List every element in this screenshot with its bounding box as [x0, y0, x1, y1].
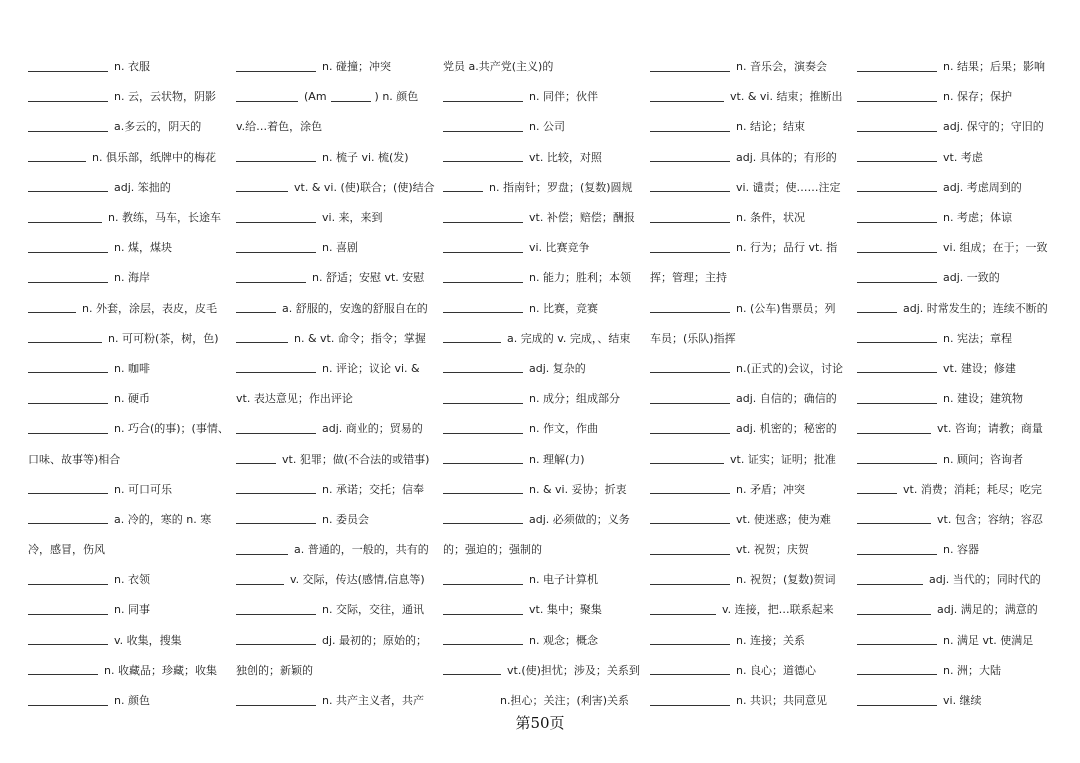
- answer-blank[interactable]: [443, 312, 523, 313]
- vocab-item: adj. 考虑周到的: [857, 173, 1057, 203]
- vocab-item: (Am ) n. 颜色: [236, 82, 436, 112]
- answer-blank[interactable]: [28, 674, 98, 675]
- vocab-item: n. 保存；保护: [857, 82, 1057, 112]
- answer-blank[interactable]: [650, 222, 730, 223]
- answer-blank[interactable]: [443, 644, 523, 645]
- answer-blank[interactable]: [650, 523, 730, 524]
- vocab-item: n. 容器: [857, 535, 1057, 565]
- vocab-item: vt. 消费；消耗；耗尽；吃完: [857, 475, 1057, 505]
- vocab-item: adj. 满足的；满意的: [857, 595, 1057, 625]
- vocab-item: n.(正式的)会议，讨论: [650, 354, 850, 384]
- vocab-column-3: [443, 52, 643, 716]
- vocab-item: n. 结果；后果；影响: [857, 52, 1057, 82]
- vocab-column-2: [236, 52, 436, 716]
- answer-blank[interactable]: [28, 191, 108, 192]
- vocab-item: n. 理解(力): [443, 444, 643, 474]
- vocab-item: n. 云，云状物，阴影: [28, 82, 228, 112]
- answer-blank[interactable]: [650, 403, 730, 404]
- vocab-item-continuation: 党员 a.共产党(主义)的: [443, 60, 554, 74]
- vocab-item-continuation: 独创的；新颖的: [236, 663, 313, 677]
- answer-blank[interactable]: [650, 71, 730, 72]
- vocab-item: n. 音乐会，演奏会: [650, 52, 850, 82]
- vocab-item: n. 良心；道德心: [650, 656, 850, 686]
- vocab-item: n. 承诺；交托；信奉: [236, 475, 436, 505]
- answer-blank[interactable]: [236, 222, 316, 223]
- vocab-item: n. 矛盾；冲突: [650, 475, 850, 505]
- answer-blank[interactable]: [857, 403, 937, 404]
- answer-blank[interactable]: [443, 403, 523, 404]
- vocab-item: adj. 保守的；守旧的: [857, 112, 1057, 142]
- answer-blank[interactable]: [443, 191, 483, 192]
- answer-blank[interactable]: [28, 433, 108, 434]
- vocab-item: vt.(使)担忧；涉及；关系到: [443, 656, 643, 686]
- vocab-item: vt. 补偿；赔偿；酬报: [443, 203, 643, 233]
- answer-blank[interactable]: [857, 554, 937, 555]
- am-spelling-blank[interactable]: [331, 101, 371, 102]
- vocab-column-5: [857, 52, 1057, 716]
- vocab-item: n. 可可粉(茶，树，色): [28, 324, 228, 354]
- vocab-item: vt. 祝贺；庆贺: [650, 535, 850, 565]
- answer-blank[interactable]: [236, 191, 288, 192]
- vocab-item: n. 洲；大陆: [857, 656, 1057, 686]
- vocab-item: adj. 复杂的: [443, 354, 643, 384]
- answer-blank[interactable]: [236, 705, 316, 706]
- answer-blank[interactable]: [28, 614, 108, 615]
- vocab-item: n. 考虑；体谅: [857, 203, 1057, 233]
- vocab-item: vt. 包含；容纳；容忍: [857, 505, 1057, 535]
- answer-blank[interactable]: [443, 433, 523, 434]
- answer-blank[interactable]: [443, 342, 501, 343]
- answer-blank[interactable]: [443, 252, 523, 253]
- vocab-item: n. 可口可乐: [28, 475, 228, 505]
- answer-blank[interactable]: [236, 523, 316, 524]
- vocab-item: vi. 继续: [857, 686, 1057, 716]
- answer-blank[interactable]: [28, 644, 108, 645]
- vocab-item-continuation: vt. 表达意见；作出评论: [236, 392, 353, 406]
- answer-blank[interactable]: [236, 252, 316, 253]
- vocab-item: adj. 必须做的；义务: [443, 505, 643, 535]
- answer-blank[interactable]: [28, 161, 86, 162]
- answer-blank[interactable]: [28, 372, 108, 373]
- vocab-item: n. 喜剧: [236, 233, 436, 263]
- answer-blank[interactable]: [650, 493, 730, 494]
- vocab-item: vi. 组成；在于；一致: [857, 233, 1057, 263]
- answer-blank[interactable]: [28, 403, 108, 404]
- vocab-item: n. 外套，涂层，表皮，皮毛: [28, 294, 228, 324]
- vocab-item: n. 行为；品行 vt. 指: [650, 233, 850, 263]
- vocab-item: n. 条件，状况: [650, 203, 850, 233]
- vocab-item: vt. & vi. 结束；推断出: [650, 82, 850, 112]
- answer-blank[interactable]: [28, 523, 108, 524]
- answer-blank[interactable]: [857, 523, 931, 524]
- answer-blank[interactable]: [443, 282, 523, 283]
- page-number: 第50页: [515, 714, 565, 732]
- vocab-item: n. 满足 vt. 使满足: [857, 626, 1057, 656]
- answer-blank[interactable]: [650, 252, 730, 253]
- vocab-item: vi. 谴责；使……注定: [650, 173, 850, 203]
- answer-blank[interactable]: [28, 131, 108, 132]
- answer-blank[interactable]: [857, 312, 897, 313]
- vocab-item: n. 煤，煤块: [28, 233, 228, 263]
- answer-blank[interactable]: [236, 312, 276, 313]
- vocab-item: v. 连接，把…联系起来: [650, 595, 850, 625]
- vocab-item: n. 电子计算机: [443, 565, 643, 595]
- vocab-item: n. 巧合(的事)；(事情、: [28, 414, 228, 444]
- vocab-item: n. 共识；共同意见: [650, 686, 850, 716]
- vocab-item: adj. 一致的: [857, 263, 1057, 293]
- vocab-item: adj. 商业的；贸易的: [236, 414, 436, 444]
- vocab-item: n. 观念；概念: [443, 626, 643, 656]
- vocab-item: n. 共产主义者，共产: [236, 686, 436, 716]
- vocab-item: adj. 自信的；确信的: [650, 384, 850, 414]
- answer-blank[interactable]: [857, 644, 937, 645]
- vocab-item: vt. & vi. (使)联合；(使)结合: [236, 173, 436, 203]
- answer-blank[interactable]: [236, 282, 306, 283]
- answer-blank[interactable]: [28, 342, 102, 343]
- answer-blank[interactable]: [650, 312, 730, 313]
- answer-blank[interactable]: [857, 705, 937, 706]
- vocab-item: v. 收集，搜集: [28, 626, 228, 656]
- answer-blank[interactable]: [650, 101, 724, 102]
- answer-blank[interactable]: [28, 71, 108, 72]
- answer-blank[interactable]: [443, 493, 523, 494]
- vocab-item: n. 委员会: [236, 505, 436, 535]
- answer-blank[interactable]: [443, 372, 523, 373]
- answer-blank[interactable]: [28, 252, 108, 253]
- answer-blank[interactable]: [650, 554, 730, 555]
- vocab-item: vt. 犯罪；做(不合法的或错事): [236, 444, 436, 474]
- vocab-item: n. 能力；胜利；本领: [443, 263, 643, 293]
- vocab-item: vt. 比较，对照: [443, 143, 643, 173]
- answer-blank[interactable]: [236, 101, 298, 102]
- vocab-item: n. 交际，交往，通讯: [236, 595, 436, 625]
- vocab-item-continuation: n.担心；关注；(利害)关系: [500, 694, 630, 708]
- vocab-item: adj. 机密的；秘密的: [650, 414, 850, 444]
- vocab-item: n. 成分；组成部分: [443, 384, 643, 414]
- vocab-item: vt. 咨询；请教；商量: [857, 414, 1057, 444]
- vocab-item: a. 普通的，一般的，共有的: [236, 535, 436, 565]
- answer-blank[interactable]: [857, 433, 931, 434]
- answer-blank[interactable]: [857, 372, 937, 373]
- vocab-item: n. 颜色: [28, 686, 228, 716]
- vocab-item: n. 指南针；罗盘；(复数)圆规: [443, 173, 643, 203]
- vocab-item: a. 冷的，寒的 n. 寒: [28, 505, 228, 535]
- vocab-item: a.多云的，阴天的: [28, 112, 228, 142]
- vocab-item: adj. 当代的；同时代的: [857, 565, 1057, 595]
- vocab-item: vt. 证实；证明；批准: [650, 444, 850, 474]
- vocab-item: vi. 比赛竞争: [443, 233, 643, 263]
- answer-blank[interactable]: [236, 584, 284, 585]
- vocab-column-4: [650, 52, 850, 716]
- answer-blank[interactable]: [28, 101, 108, 102]
- answer-blank[interactable]: [236, 644, 316, 645]
- vocab-item: n. 海岸: [28, 263, 228, 293]
- vocab-item: vt. 使迷惑；使为难: [650, 505, 850, 535]
- answer-blank[interactable]: [236, 372, 316, 373]
- answer-blank[interactable]: [443, 523, 523, 524]
- answer-blank[interactable]: [650, 674, 730, 675]
- answer-blank[interactable]: [857, 584, 923, 585]
- vocab-column-1: [28, 52, 228, 716]
- answer-blank[interactable]: [236, 463, 276, 464]
- answer-blank[interactable]: [650, 433, 730, 434]
- vocab-item: adj. 时常发生的；连续不断的: [857, 294, 1057, 324]
- vocab-item: n. 祝贺；(复数)贺词: [650, 565, 850, 595]
- answer-blank[interactable]: [236, 71, 316, 72]
- answer-blank[interactable]: [857, 161, 937, 162]
- answer-blank[interactable]: [650, 644, 730, 645]
- vocab-item: v. 交际，传达(感情,信息等): [236, 565, 436, 595]
- answer-blank[interactable]: [443, 584, 523, 585]
- answer-blank[interactable]: [650, 463, 724, 464]
- vocab-item: dj. 最初的；原始的；: [236, 626, 436, 656]
- vocab-item: n. 作文，作曲: [443, 414, 643, 444]
- answer-blank[interactable]: [236, 342, 288, 343]
- answer-blank[interactable]: [443, 674, 501, 675]
- answer-blank[interactable]: [443, 463, 523, 464]
- vocab-item-continuation: v.给…着色，涂色: [236, 120, 323, 134]
- answer-blank[interactable]: [857, 282, 937, 283]
- answer-blank[interactable]: [650, 614, 716, 615]
- vocab-item: n. & vi. 妥协；折衷: [443, 475, 643, 505]
- vocab-item: n. 教练，马车，长途车: [28, 203, 228, 233]
- vocab-item: n. 碰撞；冲突: [236, 52, 436, 82]
- answer-blank[interactable]: [650, 161, 730, 162]
- answer-blank[interactable]: [443, 131, 523, 132]
- vocab-item: n. 舒适；安慰 vt. 安慰: [236, 263, 436, 293]
- vocab-item: n. 衣领: [28, 565, 228, 595]
- vocab-item: n. 俱乐部，纸牌中的梅花: [28, 143, 228, 173]
- answer-blank[interactable]: [857, 191, 937, 192]
- vocab-item: n. 同事: [28, 595, 228, 625]
- vocab-item: n. 收藏品；珍藏；收集: [28, 656, 228, 686]
- answer-blank[interactable]: [28, 705, 108, 706]
- vocab-item: a. 完成的 v. 完成，、结束: [443, 324, 643, 354]
- vocab-item-continuation: 车员；(乐队)指挥: [650, 331, 736, 345]
- answer-blank[interactable]: [857, 614, 931, 615]
- answer-blank[interactable]: [28, 493, 108, 494]
- answer-blank[interactable]: [857, 252, 937, 253]
- answer-blank[interactable]: [857, 71, 937, 72]
- answer-blank[interactable]: [650, 191, 730, 192]
- answer-blank[interactable]: [28, 282, 108, 283]
- vocab-item: n. 结论；结束: [650, 112, 850, 142]
- answer-blank[interactable]: [236, 161, 316, 162]
- answer-blank[interactable]: [857, 101, 937, 102]
- answer-blank[interactable]: [443, 161, 523, 162]
- vocab-item: adj. 具体的；有形的: [650, 143, 850, 173]
- answer-blank[interactable]: [28, 584, 108, 585]
- answer-blank[interactable]: [28, 312, 76, 313]
- answer-blank[interactable]: [236, 554, 288, 555]
- vocab-item: n. 公司: [443, 112, 643, 142]
- vocab-item: n. 硬币: [28, 384, 228, 414]
- vocab-item: n. (公车)售票员；列: [650, 294, 850, 324]
- answer-blank[interactable]: [857, 222, 937, 223]
- vocab-item: n. 梳子 vi. 梳(发): [236, 143, 436, 173]
- vocab-item: n. 咖啡: [28, 354, 228, 384]
- vocab-item: n. 比赛，竞赛: [443, 294, 643, 324]
- answer-blank[interactable]: [857, 674, 937, 675]
- vocab-item: n. 顾问；咨询者: [857, 444, 1057, 474]
- vocab-item: vt. 建设；修建: [857, 354, 1057, 384]
- vocab-item: n. 评论；议论 vi. &: [236, 354, 436, 384]
- vocab-item: n. 衣服: [28, 52, 228, 82]
- answer-blank[interactable]: [857, 463, 937, 464]
- answer-blank[interactable]: [857, 131, 937, 132]
- vocab-item-continuation: 的；强迫的；强制的: [443, 543, 542, 557]
- vocab-item-continuation: 挥；管理；主持: [650, 271, 727, 285]
- answer-blank[interactable]: [650, 584, 730, 585]
- answer-blank[interactable]: [650, 705, 730, 706]
- vocab-item: n. 连接；关系: [650, 626, 850, 656]
- answer-blank[interactable]: [857, 342, 937, 343]
- vocab-item: n. 同伴；伙伴: [443, 82, 643, 112]
- answer-blank[interactable]: [650, 372, 730, 373]
- answer-blank[interactable]: [28, 222, 102, 223]
- vocab-item: n. 宪法；章程: [857, 324, 1057, 354]
- vocab-item: n. & vt. 命令；指令；掌握: [236, 324, 436, 354]
- vocab-item: adj. 笨拙的: [28, 173, 228, 203]
- vocab-item: vt. 考虑: [857, 143, 1057, 173]
- answer-blank[interactable]: [443, 101, 523, 102]
- answer-blank[interactable]: [236, 493, 316, 494]
- answer-blank[interactable]: [650, 131, 730, 132]
- answer-blank[interactable]: [857, 493, 897, 494]
- vocab-item-continuation: 冷，感冒，伤风: [28, 543, 105, 557]
- vocab-item: vt. 集中；聚集: [443, 595, 643, 625]
- answer-blank[interactable]: [236, 614, 316, 615]
- answer-blank[interactable]: [236, 433, 316, 434]
- vocab-item: vi. 来，来到: [236, 203, 436, 233]
- vocab-item-continuation: 口味、故事等)相合: [28, 452, 121, 466]
- answer-blank[interactable]: [443, 614, 523, 615]
- vocab-item: n. 建设；建筑物: [857, 384, 1057, 414]
- answer-blank[interactable]: [443, 222, 523, 223]
- vocab-item: a. 舒服的，安逸的舒服自在的: [236, 294, 436, 324]
